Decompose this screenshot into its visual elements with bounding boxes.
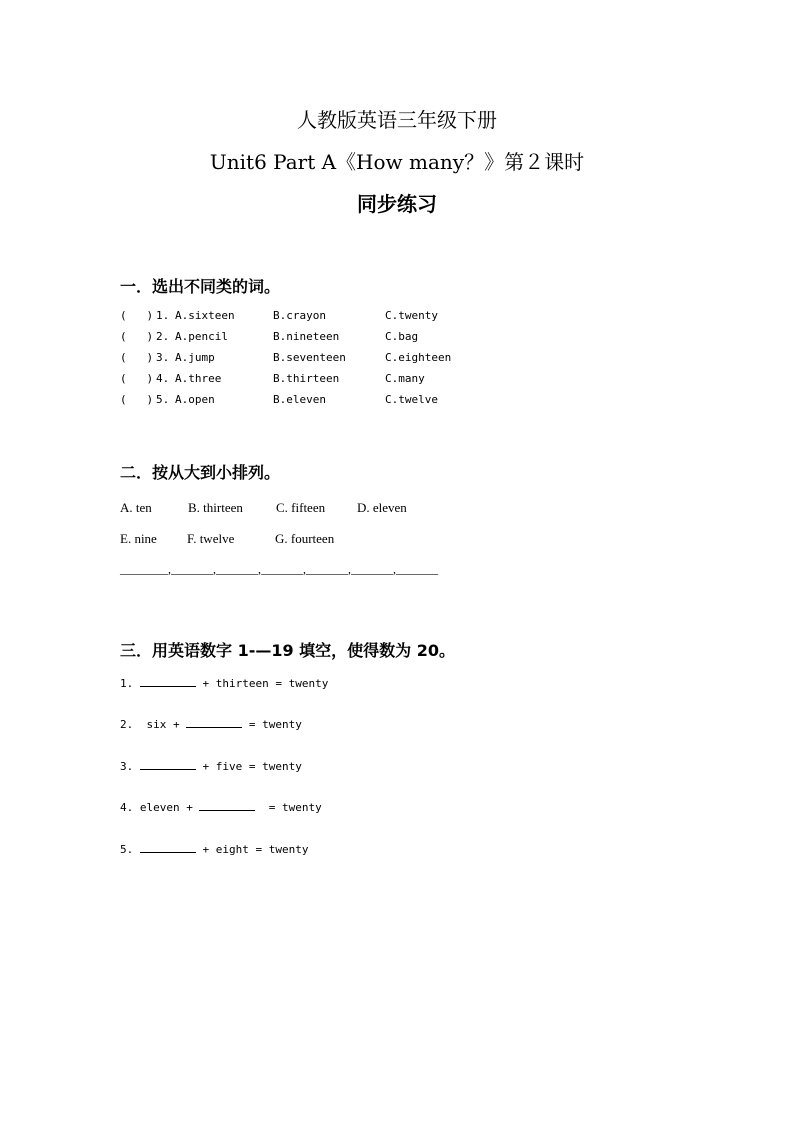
number-option: C. fifteen [276,500,326,515]
doc-title: 人教版英语三年级下册 [297,108,497,132]
option-c: C.eighteen [385,351,452,364]
question-row [120,372,425,388]
question-row [120,330,419,346]
answer-blanks-line[interactable]: ________,_______,_______,_______,_______,_______,_______ [120,562,438,576]
answer-paren: ( ) [120,372,154,385]
item-suffix: = twenty [242,718,302,731]
answer-paren: ( ) [120,351,154,364]
option-a: A.open [175,393,215,406]
item-prefix: 4. eleven + [120,801,200,814]
section1-title: 一．选出不同类的词。 [120,277,281,296]
fill-blank[interactable] [186,715,242,728]
fill-blank[interactable] [140,674,196,687]
option-c: C.bag [385,330,419,343]
option-c: C.twelve [385,393,438,406]
option-b: B.crayon [273,309,326,322]
question-number: 3. [156,351,170,364]
option-b: B.thirteen [273,372,340,385]
option-b: B.nineteen [273,330,340,343]
number-option: A. ten [120,500,152,515]
option-c: C.twenty [385,309,438,322]
number-options-row [120,531,335,547]
section2-title: 二．按从大到小排列。 [120,463,281,482]
item-prefix: 3. [120,760,140,773]
answer-paren: ( ) [120,309,154,322]
section3-title: 三．用英语数字 1-—19 填空，使得数为 20。 [120,641,456,660]
fill-blank[interactable] [140,757,196,770]
fill-item [120,715,302,731]
option-b: B.eleven [273,393,326,406]
item-prefix: 2. six + [120,718,187,731]
fill-blank[interactable] [140,840,196,853]
item-suffix: + thirteen = twenty [195,677,329,690]
answer-paren: ( ) [120,393,154,406]
answer-paren: ( ) [120,330,154,343]
item-suffix: = twenty [255,801,322,814]
option-c: C.many [385,372,425,385]
option-a: A.sixteen [175,309,235,322]
question-row [120,351,452,367]
number-option: D. eleven [357,500,407,515]
fill-item [120,840,308,856]
doc-subtitle-practice: 同步练习 [357,192,437,216]
fill-item [120,674,328,690]
item-prefix: 1. [120,677,140,690]
number-option: F. twelve [187,531,235,546]
question-number: 2. [156,330,170,343]
fill-blank[interactable] [199,798,255,811]
question-row [120,393,438,409]
question-number: 1. [156,309,170,322]
option-b: B.seventeen [273,351,346,364]
number-option: E. nine [120,531,157,546]
number-option: G. fourteen [275,531,335,546]
number-options-row [120,500,407,516]
option-a: A.three [175,372,222,385]
question-row [120,309,438,325]
doc-subtitle: Unit6 Part A《How many？》第２课时 [209,150,585,174]
number-option: B. thirteen [188,500,243,515]
fill-item [120,798,322,814]
option-a: A.jump [175,351,215,364]
item-suffix: + eight = twenty [195,843,309,856]
question-number: 5. [156,393,170,406]
fill-item [120,757,302,773]
item-suffix: + five = twenty [195,760,302,773]
question-number: 4. [156,372,170,385]
item-prefix: 5. [120,843,140,856]
option-a: A.pencil [175,330,228,343]
